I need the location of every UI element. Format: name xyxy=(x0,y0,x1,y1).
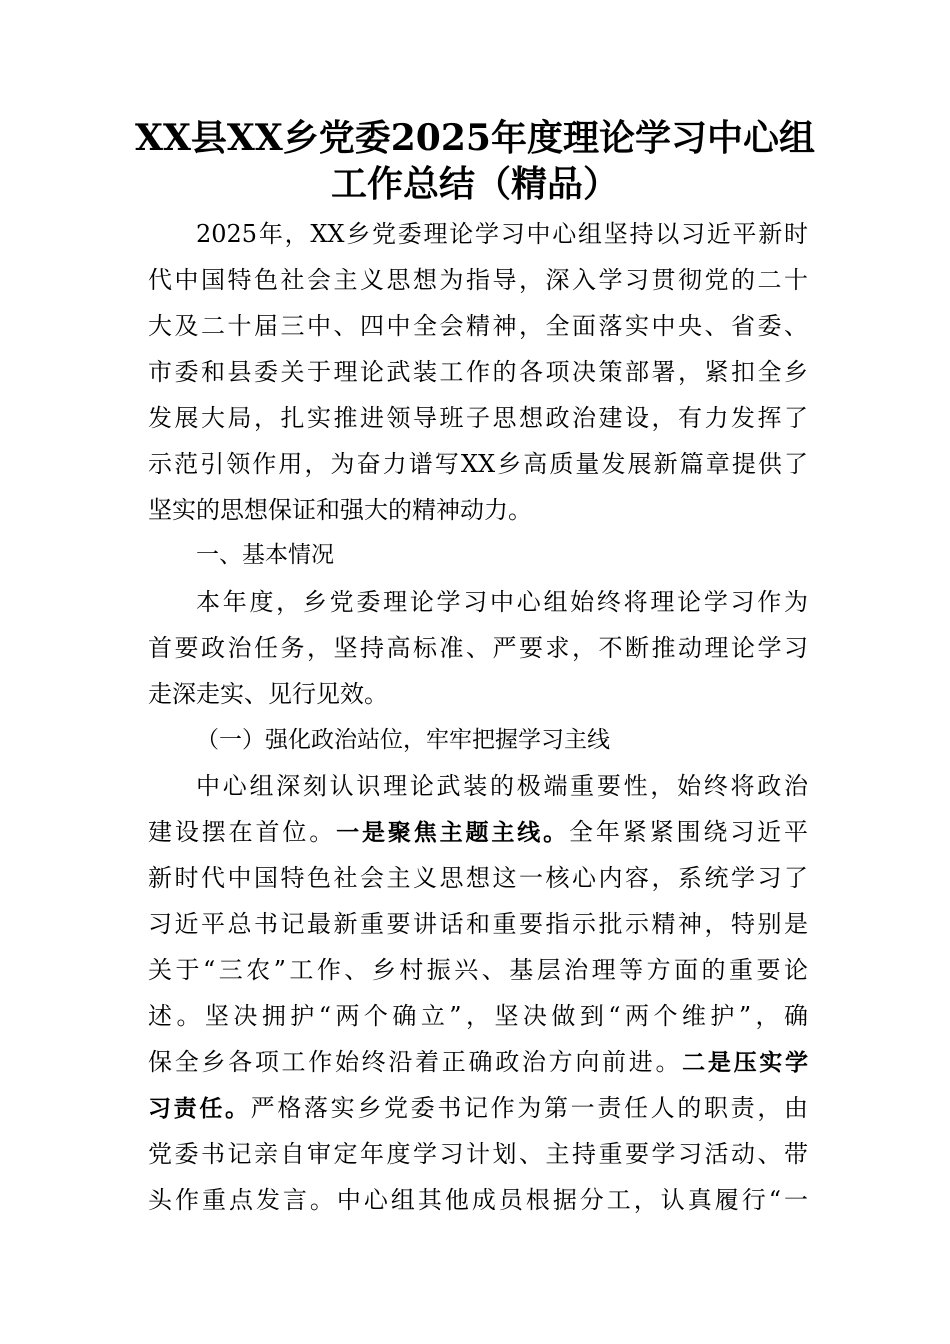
subsection-line xyxy=(148,1093,808,1124)
intro-line: 代中国特色社会主义思想为指导，深入学习贯彻党的二十 xyxy=(148,266,808,294)
subsection-line: 中心组深刻认识理论武装的极端重要性，始终将政治 xyxy=(196,772,808,800)
subsection-heading: （一）强化政治站位，牢牢把握学习主线 xyxy=(196,727,610,753)
bold-run: 习责任。 xyxy=(148,1096,251,1122)
subsection-line: 党委书记亲自审定年度学习计划、主持重要学习活动、带 xyxy=(148,1140,808,1168)
subsection-line: 述。坚决拥护“两个确立”，坚决做到“两个维护”，确 xyxy=(148,1002,808,1030)
document-title-line-2: 工作总结（精品） xyxy=(330,163,619,205)
subsection-line xyxy=(148,817,808,848)
section-line: 走深走实、见行见效。 xyxy=(148,680,388,708)
text-run: 建设摆在首位。 xyxy=(148,818,337,846)
bold-run: 二是压实学 xyxy=(682,1050,809,1076)
bold-run: 一是聚焦主题主线。 xyxy=(336,820,569,846)
intro-line: 2025年，XX乡党委理论学习中心组坚持以习近平新时 xyxy=(196,220,808,248)
section-line: 首要政治任务，坚持高标准、严要求，不断推动理论学习 xyxy=(148,634,808,662)
intro-line: 坚实的思想保证和强大的精神动力。 xyxy=(148,496,532,524)
subsection-line: 新时代中国特色社会主义思想这一核心内容，系统学习了 xyxy=(148,864,808,892)
intro-line: 大及二十届三中、四中全会精神，全面落实中央、省委、 xyxy=(148,312,808,340)
subsection-line: 头作重点发言。中心组其他成员根据分工，认真履行“一 xyxy=(148,1186,808,1214)
text-run: 严格落实乡党委书记作为第一责任人的职责，由 xyxy=(250,1094,809,1122)
subsection-line xyxy=(148,1047,808,1078)
section-line: 本年度，乡党委理论学习中心组始终将理论学习作为 xyxy=(196,588,808,616)
intro-line: 市委和县委关于理论武装工作的各项决策部署，紧扣全乡 xyxy=(148,358,808,386)
intro-line: 示范引领作用，为奋力谱写XX乡高质量发展新篇章提供了 xyxy=(148,450,808,478)
subsection-line: 关于“三农”工作、乡村振兴、基层治理等方面的重要论 xyxy=(148,956,808,984)
text-run: 保全乡各项工作始终沿着正确政治方向前进。 xyxy=(148,1048,683,1076)
subsection-line: 习近平总书记最新重要讲话和重要指示批示精神，特别是 xyxy=(148,910,808,938)
section-heading: 一、基本情况 xyxy=(196,542,334,568)
document-title-line-1: XX县XX乡党委2025年度理论学习中心组 xyxy=(135,117,815,159)
text-run: 全年紧紧围绕习近平 xyxy=(569,818,808,846)
intro-line: 发展大局，扎实推进领导班子思想政治建设，有力发挥了 xyxy=(148,404,808,432)
